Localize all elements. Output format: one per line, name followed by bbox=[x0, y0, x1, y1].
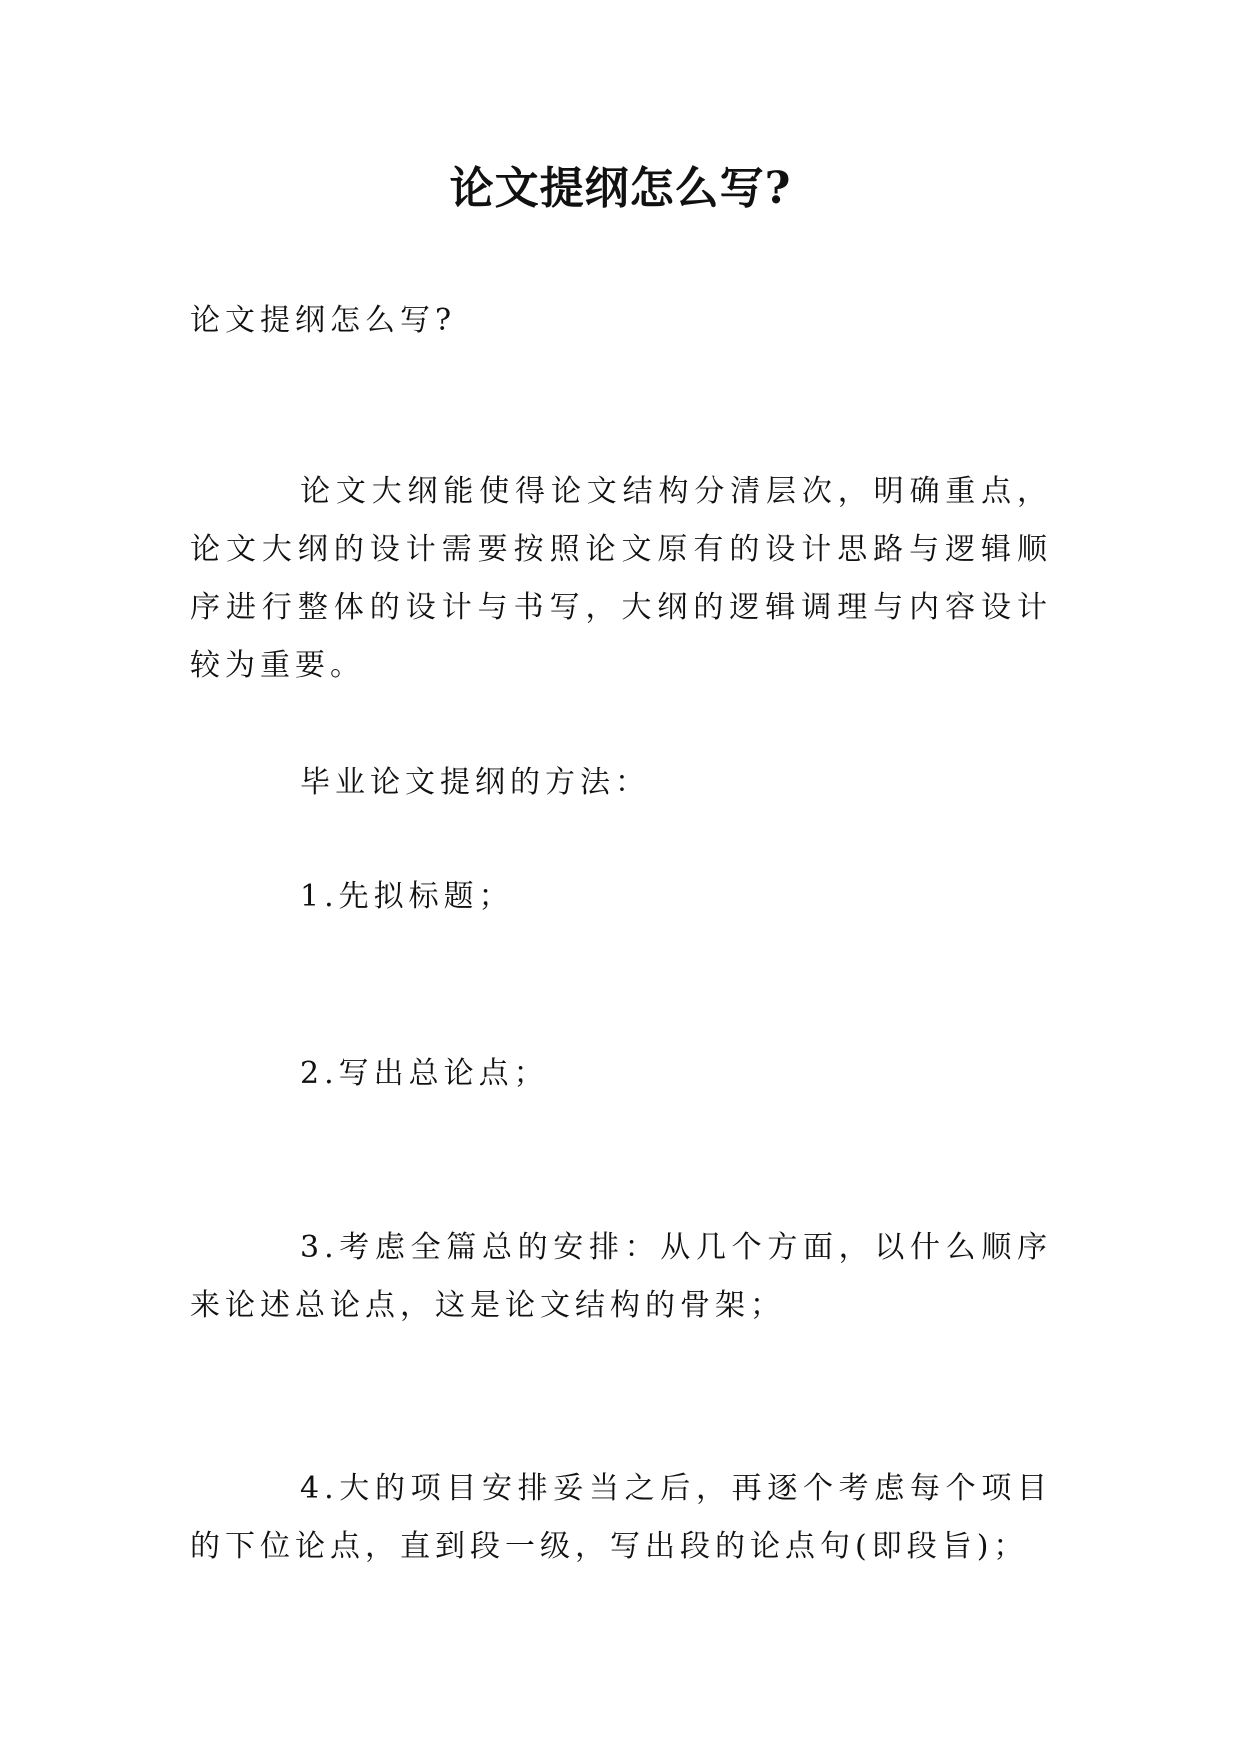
document-title: 论文提纲怎么写? bbox=[449, 163, 792, 214]
paragraph-methods-heading: 毕业论文提纲的方法： bbox=[300, 765, 650, 800]
paragraph-step-3: 3.考虑全篇总的安排：从几个方面，以什么顺序来论述总论点，这是论文结构的骨架； bbox=[190, 1230, 1052, 1323]
paragraph-step-2: 2.写出总论点； bbox=[300, 1056, 549, 1091]
paragraph-step-4: 4.大的项目安排妥当之后，再逐个考虑每个项目的下位论点，直到段一级，写出段的论点句(即段旨)； bbox=[190, 1471, 1052, 1564]
paragraph-step-1: 1.先拟标题； bbox=[300, 879, 514, 914]
paragraph-intro: 论文大纲能使得论文结构分清层次，明确重点，论文大纲的设计需要按照论文原有的设计思路与逻辑顺序进行整体的设计与书写，大纲的逻辑调理与内容设计较为重要。 bbox=[190, 474, 1052, 683]
document-subtitle: 论文提纲怎么写? bbox=[190, 303, 457, 338]
